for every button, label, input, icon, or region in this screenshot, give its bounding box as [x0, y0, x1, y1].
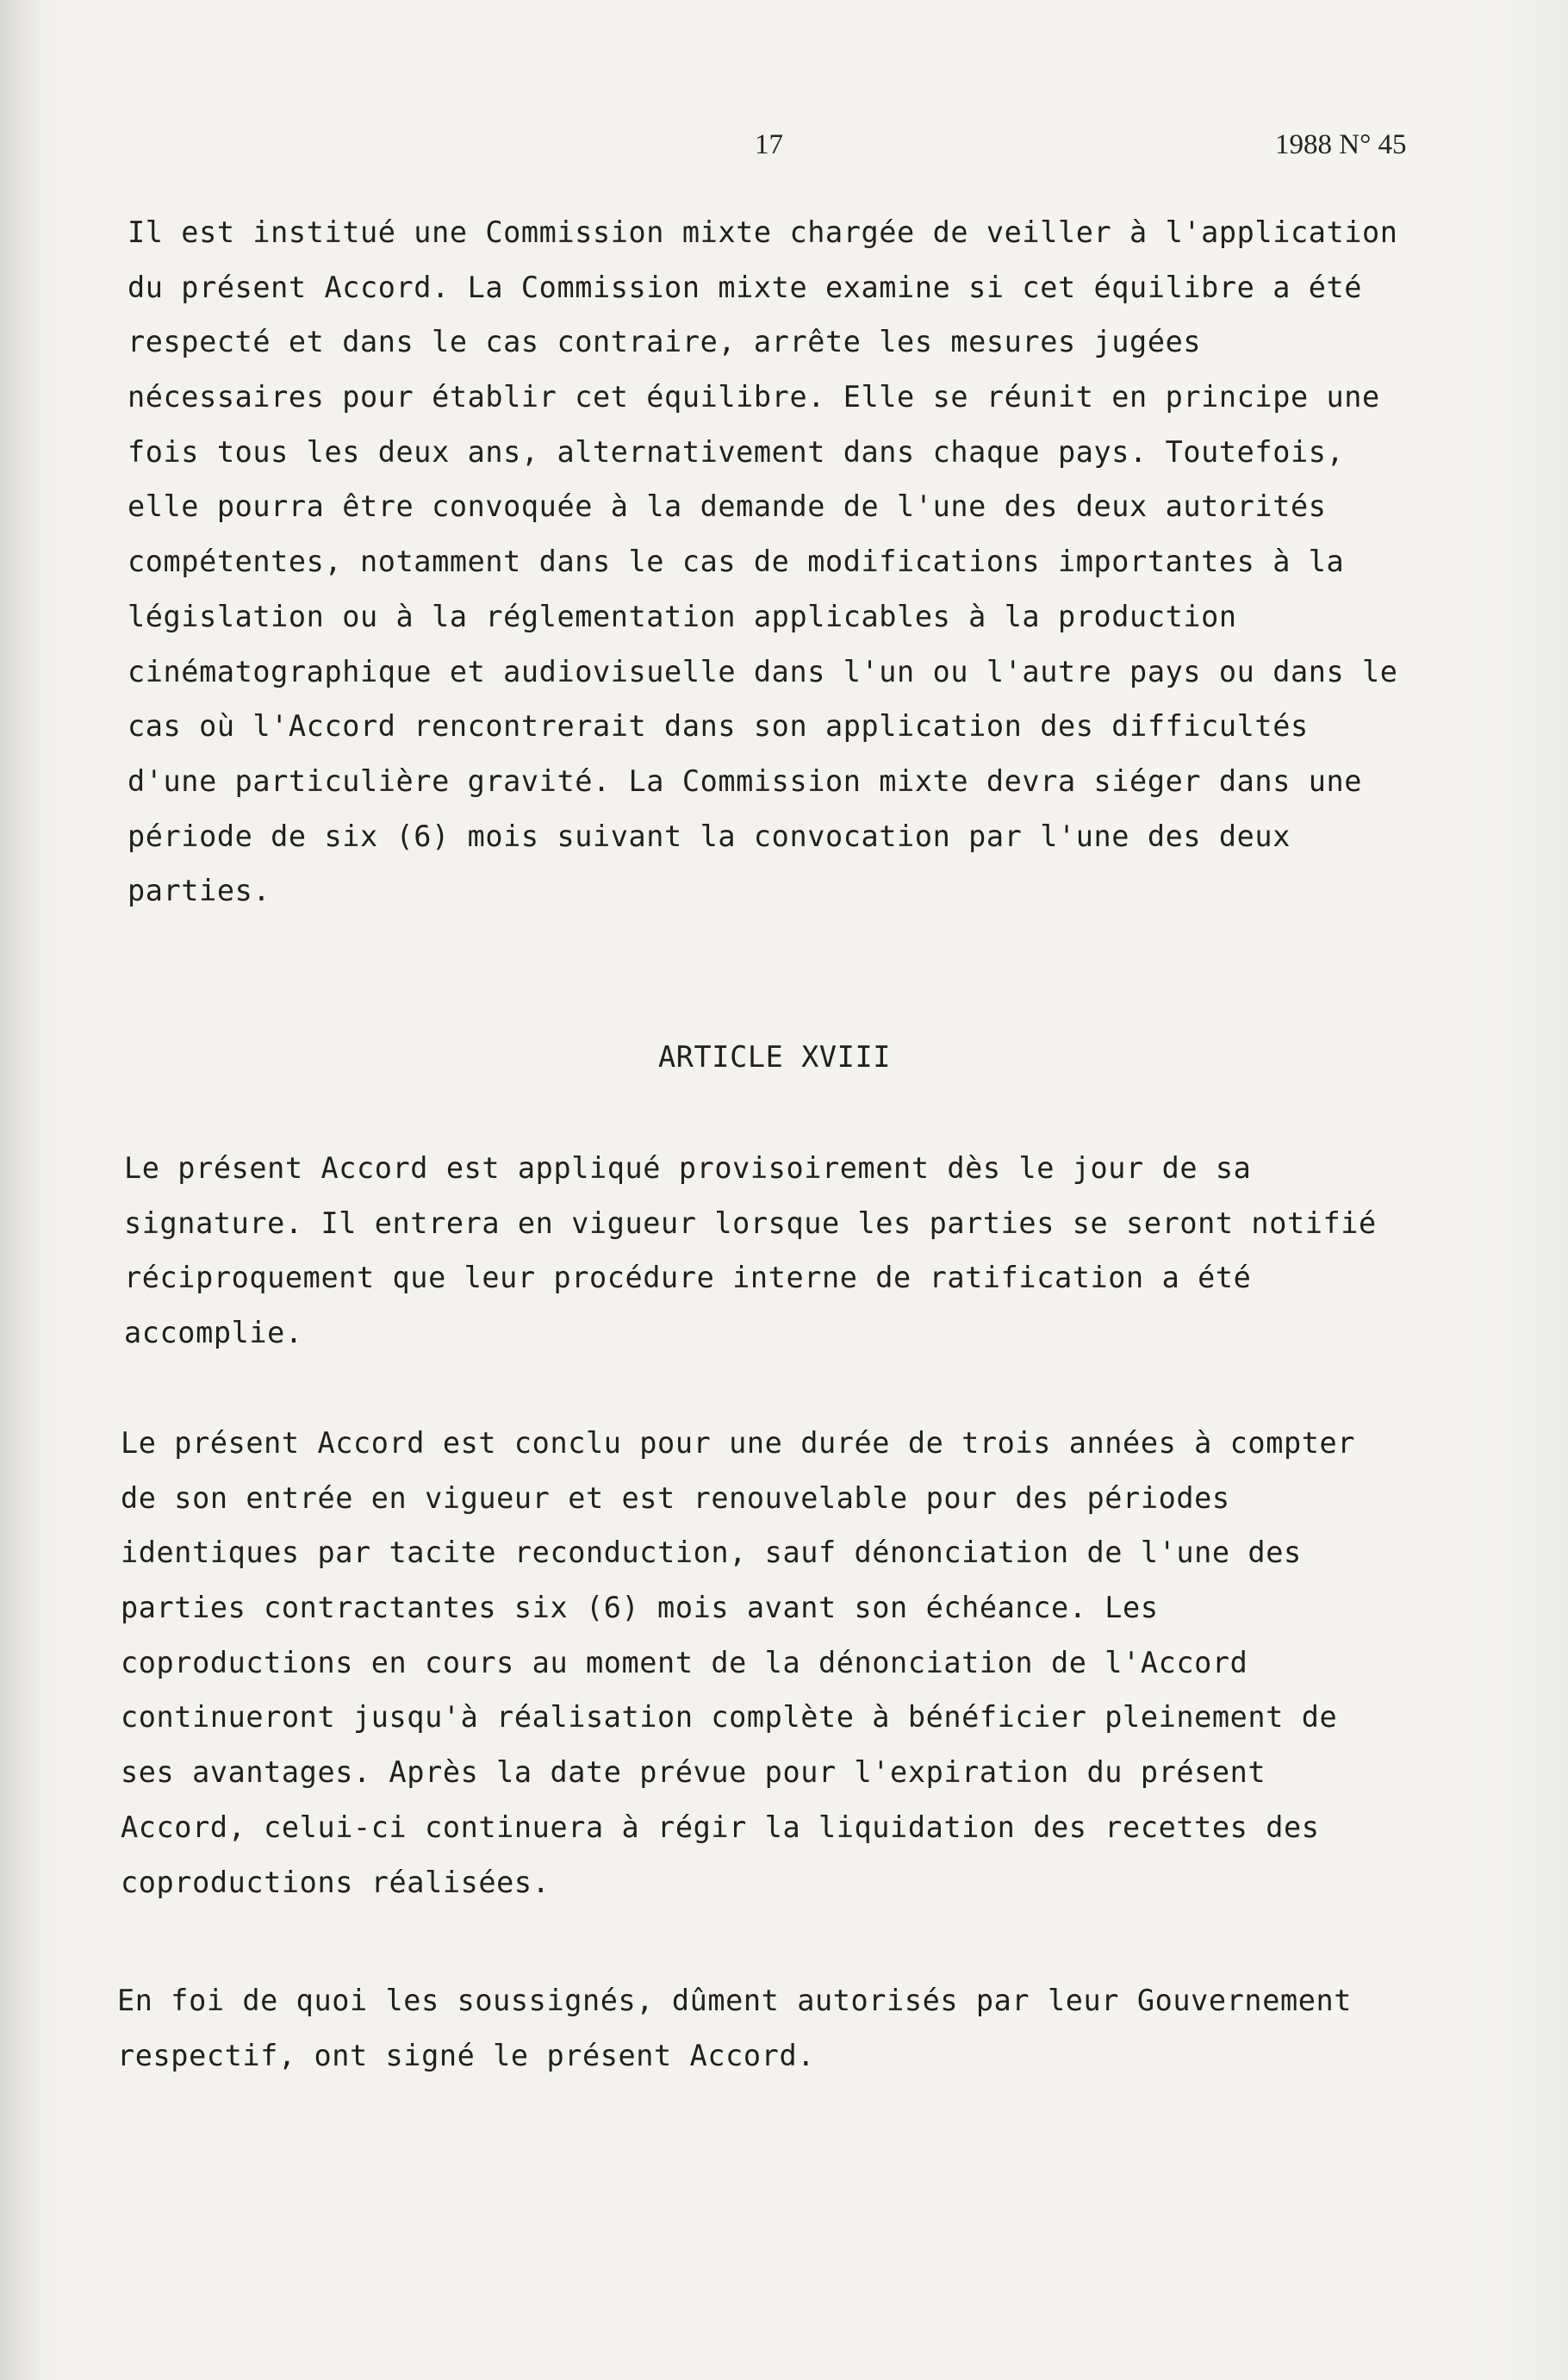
text-line: Le présent Accord est appliqué provisoirement dès le jour de sa [124, 1151, 1252, 1185]
text-line: parties. [128, 874, 271, 908]
text-line: cas où l'Accord rencontrerait dans son application des difficultés [128, 709, 1309, 744]
text-line: accomplie. [124, 1316, 303, 1350]
text-line: du présent Accord. La Commission mixte examine si cet équilibre a été [128, 270, 1363, 304]
text-line: nécessaires pour établir cet équilibre. Elle se réunit en principe une [128, 380, 1380, 414]
text-line: réciproquement que leur procédure interne de ratification a été [124, 1261, 1252, 1295]
text-line: Accord, celui-ci continuera à régir la liquidation des recettes des [121, 1810, 1320, 1844]
article-heading: ARTICLE XVIII [658, 1040, 891, 1074]
text-line: respecté et dans le cas contraire, arrête les mesures jugées [128, 325, 1202, 359]
text-line: continueront jusqu'à réalisation complète à bénéficier pleinement de [121, 1700, 1338, 1735]
text-line: compétentes, notamment dans le cas de modifications importantes à la [128, 545, 1345, 579]
page-spine-shadow [0, 0, 40, 2380]
text-line: elle pourra être convoquée à la demande de l'une des deux autorités [128, 489, 1327, 524]
text-line: Le présent Accord est conclu pour une durée de trois années à compter [121, 1426, 1356, 1460]
text-line: identiques par tacite reconduction, sauf dénonciation de l'une des [121, 1536, 1302, 1570]
paragraph-signature-clause [117, 1973, 1352, 2083]
text-line: coproductions réalisées. [121, 1865, 551, 1899]
text-line: d'une particulière gravité. La Commission mixte devra siéger dans une [128, 763, 1363, 798]
text-line: respectif, ont signé le présent Accord. [117, 2038, 815, 2072]
text-line: parties contractantes six (6) mois avant son échéance. Les [121, 1591, 1159, 1625]
text-line: de son entrée en vigueur et est renouvelable pour des périodes [121, 1480, 1230, 1515]
paragraph-provisional-application [124, 1141, 1377, 1361]
paragraph-duration [121, 1416, 1355, 1910]
text-line: Il est institué une Commission mixte chargée de veiller à l'application [128, 215, 1398, 249]
text-line: En foi de quoi les soussignés, dûment autorisés par leur Gouvernement [117, 1984, 1353, 2017]
paragraph-commission [128, 205, 1398, 919]
issue-number: 1988 N° 45 [1275, 129, 1407, 160]
page-number: 17 [755, 129, 783, 160]
text-line: ses avantages. Après la date prévue pour l'expiration du présent [121, 1755, 1266, 1790]
text-line: cinématographique et audiovisuelle dans l'un ou l'autre pays ou dans le [128, 654, 1398, 688]
text-line: coproductions en cours au moment de la dénonciation de l'Accord [121, 1645, 1248, 1679]
text-line: fois tous les deux ans, alternativement dans chaque pays. Toutefois, [128, 434, 1345, 469]
text-line: signature. Il entrera en vigueur lorsque les parties se seront notifié [124, 1206, 1377, 1240]
text-line: période de six (6) mois suivant la convocation par l'une des deux [128, 819, 1291, 853]
text-line: législation ou à la réglementation applicables à la production [128, 599, 1237, 633]
